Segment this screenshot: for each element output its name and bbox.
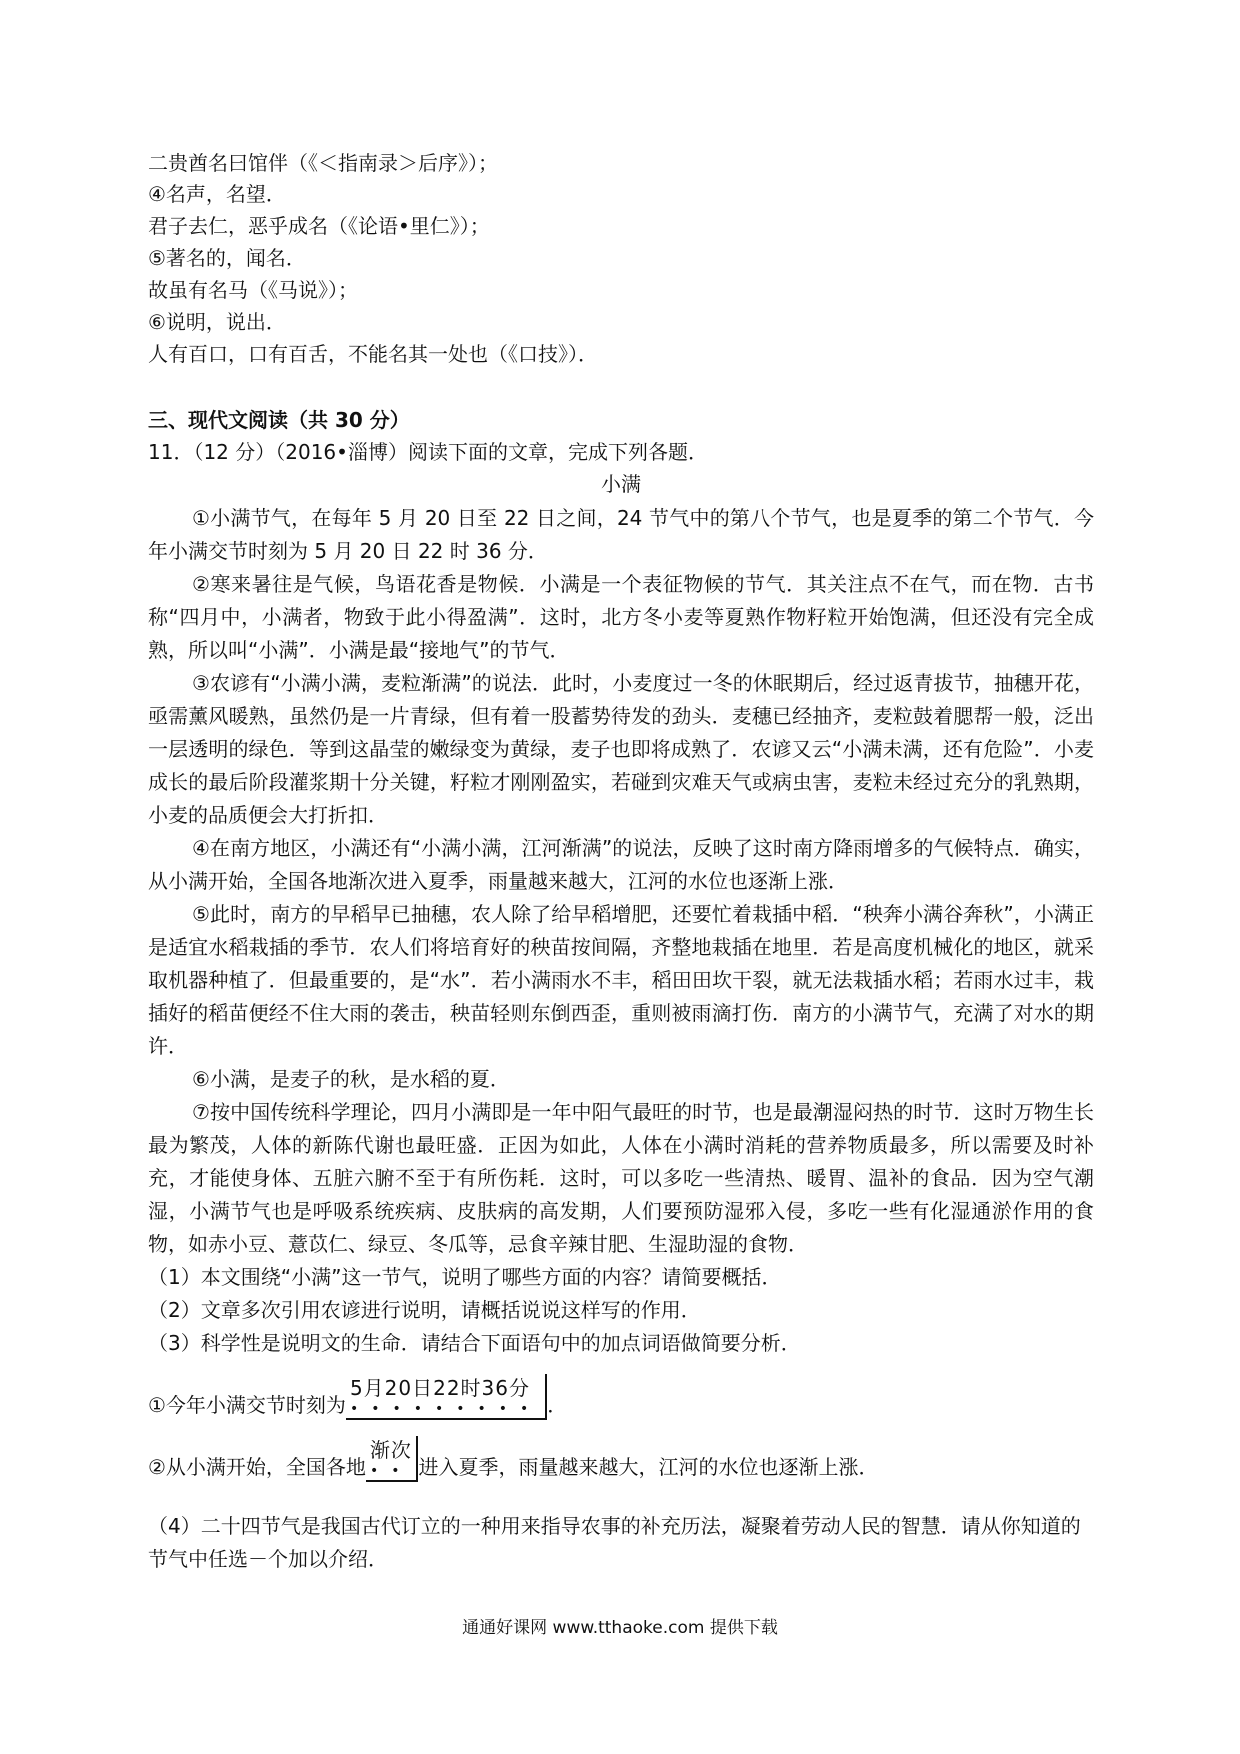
question-4 [148,1510,1094,1576]
paragraph: ⑥小满，是麦子的秋，是水稻的夏． [192,1067,510,1091]
section-heading: 三、现代文阅读（共 30 分） [148,408,410,432]
footer: 通通好课网 www.tthaoke.com 提供下载 [462,1618,778,1638]
question-intro: 11．（12 分）（2016•淄博）阅读下面的文章，完成下列各题． [148,440,708,464]
text-line: ⑥说明，说出． [148,310,286,334]
emphasized-text: 5月20日22时36分 [349,1376,531,1400]
emphasis-dots: ••••••••• [349,1401,542,1417]
article-title: 小满 [601,472,641,496]
text-line: 人有百口，口有百舌，不能名其一处也（《口技》）． [148,342,598,366]
emphasized-time [346,1374,547,1420]
paragraph: ①小满节气，在每年 5 月 20 日至 22 日之间，24 节气中的第八个节气，也是夏季的第二个节气．今年小满交节时刻为 5 月 20 日 22 时 36 分． [148,506,1094,563]
text-line: 君子去仁，恶乎成名（《论语•里仁》）； [148,214,490,238]
emphasis-dots: •• [369,1463,413,1479]
article-body [148,502,1094,1360]
paragraph: ⑦按中国传统科学理论，四月小满即是一年中阳气最旺的时节，也是最潮湿闷热的时节．这时万物生长最为繁茂，人体的新陈代谢也最旺盛．正因为如此，人体在小满时消耗的营养物质最多，所以需要及时补充，才能使身体、五脏六腑不至于有所伤耗．这时，可以多吃一些清热、暖胃、温补的食品．因为空气潮湿，小满节气也是呼吸系统疾病、皮肤病的高发期，人们要预防湿邪入侵，多吃一些有化湿通淤作用的食物，如赤小豆、薏苡仁、绿豆、冬瓜等，忌食辛辣甘肥、生湿助湿的食物． [148,1100,1094,1256]
text-line: 二贵酋名曰馆伴（《＜指南录＞后序》）； [148,151,498,175]
text-line: 故虽有名马（《马说》）； [148,278,358,302]
emphasized-text: 渐次 [369,1438,412,1462]
text-line: ⑤著名的，闻名． [148,246,306,270]
question: （4）二十四节气是我国古代订立的一种用来指导农事的补充历法，凝聚着劳动人民的智慧．请从你知道的节气中任选－个加以介绍． [148,1514,1081,1571]
sub-question-suffix: 进入夏季，雨量越来越大，江河的水位也逐渐上涨． [418,1455,879,1479]
sub-question-suffix: ． [547,1393,568,1417]
sub-question-1 [148,1374,1094,1420]
paragraph: ⑤此时，南方的早稻早已抽穗，农人除了给早稻增肥，还要忙着栽插中稻．“秧奔小满谷奔秋”，小满正是适宜水稻栽插的季节．农人们将培育好的秧苗按间隔，齐整地栽插在地里．若是高度机械化的地区，就采取机器种植了．但最重要的，是“水”．若小满雨水不丰，稻田田坎干裂，就无法栽插水稻；若雨水过丰，栽插好的稻苗便经不住大雨的袭击，秧苗轻则东倒西歪，重则被雨滴打伤．南方的小满节气，充满了对水的期许． [148,902,1094,1058]
question: （1）本文围绕“小满”这一节气，说明了哪些方面的内容？请简要概括． [148,1265,782,1289]
paragraph: ④在南方地区，小满还有“小满小满，江河渐满”的说法，反映了这时南方降雨增多的气候特点．确实，从小满开始，全国各地渐次进入夏季，雨量越来越大，江河的水位也逐渐上涨． [148,836,1094,893]
paragraph: ③农谚有“小满小满，麦粒渐满”的说法．此时，小麦度过一冬的休眠期后，经过返青拔节，抽穗开花，亟需薰风暖熟，虽然仍是一片青绿，但有着一股蓄势待发的劲头．麦穗已经抽齐，麦粒鼓着腮帮一般，泛出一层透明的绿色．等到这晶莹的嫩绿变为黄绿，麦子也即将成熟了．农谚又云“小满未满，还有危险”．小麦成长的最后阶段灌浆期十分关键，籽粒才刚刚盈实，若碰到灾难天气或病虫害，麦粒未经过充分的乳熟期，小麦的品质便会大打折扣． [148,671,1094,827]
sub-question-2 [148,1436,1094,1482]
paragraph: ②寒来暑往是气候，鸟语花香是物候．小满是一个表征物候的节气．其关注点不在气，而在物．古书称“四月中，小满者，物致于此小得盈满”．这时，北方冬小麦等夏熟作物籽粒开始饱满，但还没有完全成熟，所以叫“小满”．小满是最“接地气”的节气． [148,572,1094,662]
sub-question-prefix: ①今年小满交节时刻为 [148,1393,346,1417]
sub-question-prefix: ②从小满开始，全国各地 [148,1455,366,1479]
text-line: ④名声，名望． [148,182,286,206]
question: （3）科学性是说明文的生命．请结合下面语句中的加点词语做简要分析． [148,1331,801,1355]
emphasized-word [366,1436,419,1482]
question: （2）文章多次引用农谚进行说明，请概括说说这样写的作用． [148,1298,701,1322]
